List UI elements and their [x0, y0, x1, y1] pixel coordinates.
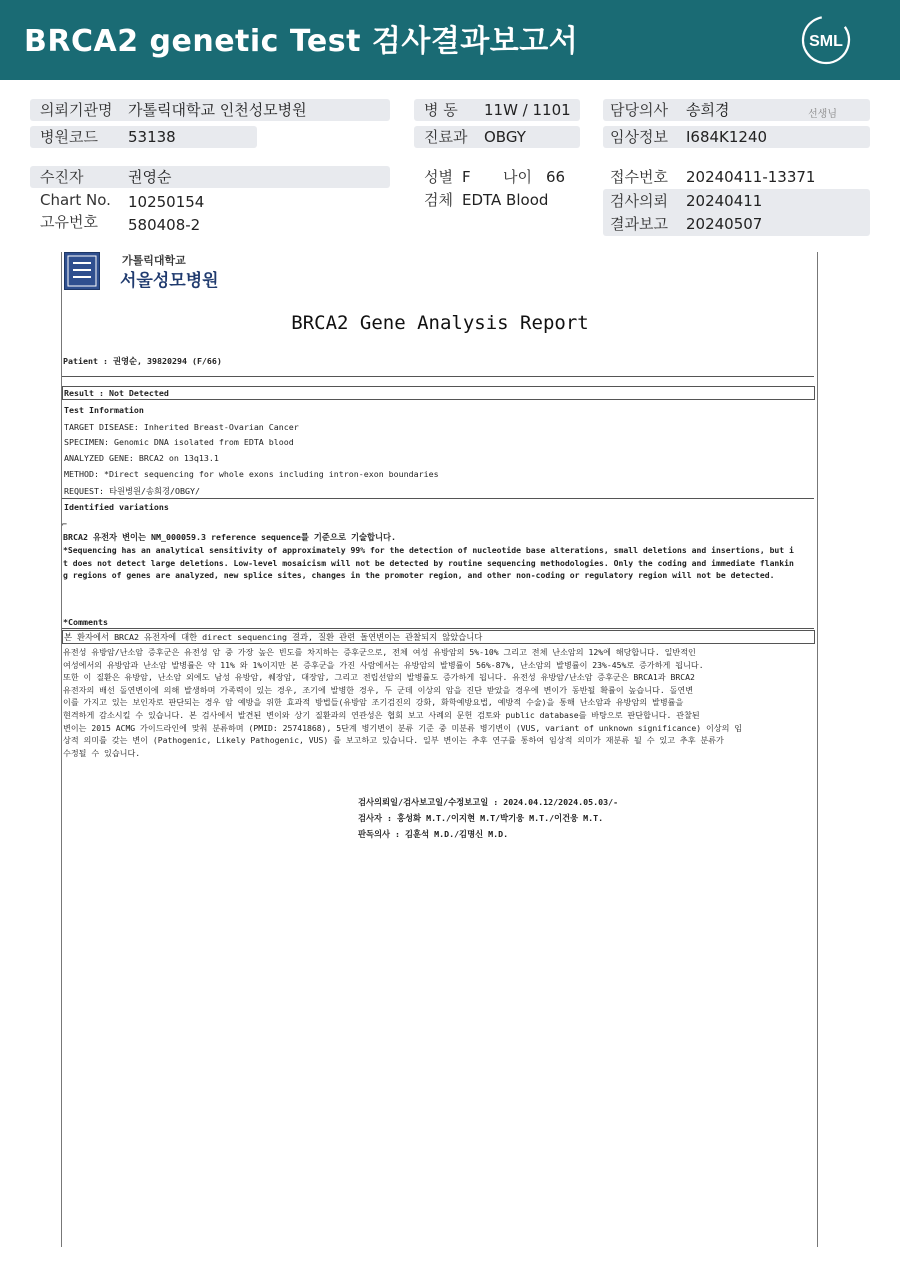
hospital-code-label: 병원코드: [40, 128, 98, 146]
request-date-label: 검사의뢰: [610, 192, 668, 210]
specimen-line: SPECIMEN: Genomic DNA isolated from EDTA blood: [64, 437, 294, 447]
comment-line: 상적 의미를 갖는 변이 (Pathogenic, Likely Pathogenic, VUS) 를 보고하고 있습니다. 일부 변이는 추후 연구를 통하여 임상적 의미가 재분류 될 수 있고 추후 분류가: [63, 735, 724, 746]
patient-label: 수진자: [40, 168, 84, 186]
requesting-org-value: 가톨릭대학교 인천성모병원: [128, 101, 307, 119]
comment-first-line: 본 환자에서 BRCA2 유전자에 대한 direct sequencing 결과, 질환 관련 돌연변이는 관찰되지 않았습니다: [64, 632, 483, 642]
sequencing-note-line: g regions of genes are analyzed, new splice sites, changes in the promoter region, and other non-coding or regulatory region will not be detected.: [63, 570, 775, 581]
receipt-label: 접수번호: [610, 168, 668, 186]
age-label: 나이: [503, 168, 532, 186]
page-title: BRCA2 genetic Test 검사결과보고서: [24, 24, 579, 59]
comment-line: 또한 이 질환은 유방암, 난소암 외에도 남성 유방암, 췌장암, 대장암, 그리고 전립선암의 발병률도 증가하게 됩니다. 유전성 유방암/난소암 증후군은 BRCA1과 BRCA2: [63, 672, 695, 683]
sml-logo: [800, 14, 852, 66]
sequencing-note-line: *Sequencing has an analytical sensitivity of approximately 99% for the detection of nucleotide base alterations, small deletions and insertions, but i: [63, 545, 794, 555]
ward-value: 11W / 1101: [484, 101, 571, 119]
sign-testers: 검사자 : 홍성화 M.T./이지현 M.T/박기웅 M.T./이건웅 M.T.: [358, 813, 604, 823]
sequencing-note-line: t does not detect large deletions. Low-level mosaicism will not be detected by routine sequencing methodologies. Only the coding and immediate flankin: [63, 557, 794, 568]
chart-label: Chart No.: [40, 191, 111, 209]
comment-line: 현격하게 감소시킬 수 있습니다. 본 검사에서 발견된 변이와 상기 질환과의 연관성은 협회 보고 사례의 문헌 검토와 public database를 바탕으로 판단합니다. 관찰된: [63, 709, 700, 720]
chart-value: 10250154: [128, 193, 205, 211]
hospital-code-value: 53138: [128, 128, 176, 146]
request-line: REQUEST: 타원병원/송희경/OBGY/: [64, 486, 201, 496]
specimen-label: 검체: [424, 191, 453, 209]
id-value: 580408-2: [128, 216, 201, 234]
comment-line: 이를 가지고 있는 보인자로 판단되는 경우 암 예방을 위한 효과적 방법들(유방암 조기검진의 강화, 화학예방요법, 예방적 수술)을 통해 난소암과 유방암의 발병률을: [63, 697, 684, 708]
request-date-value: 20240411: [686, 192, 763, 210]
comment-line: 여성에서의 유방암과 난소암 발병률은 약 11% 와 1%이지만 본 증후군을 가진 사람에서는 유방암의 발병률이 56%-87%, 난소암의 발병률이 23%-45%로 증가하게 됩니다.: [63, 659, 704, 670]
clinical-value: I684K1240: [686, 128, 768, 146]
header-banner: [0, 0, 900, 80]
doctor-value: 송희경: [686, 101, 730, 119]
specimen-value: EDTA Blood: [462, 191, 549, 209]
hospital-logo-icon: [64, 252, 100, 290]
reference-line: BRCA2 유전자 변이는 NM_000059.3 reference sequence를 기준으로 기술합니다.: [63, 532, 397, 542]
test-info-heading: Test Information: [64, 405, 144, 415]
comment-paragraph: [63, 646, 815, 759]
comment-line: 유전자의 배선 돌연변이에 의해 발생하며 가족력이 있는 경우, 조기에 발병한 경우, 두 군데 이상의 암을 진단 받았을 경우에 변이가 동반될 확률이 높습니다. 돌연변: [63, 684, 694, 695]
doctor-suffix: 선생님: [808, 109, 837, 120]
doctor-label: 담당의사: [610, 101, 668, 119]
report-right-border: [817, 252, 818, 1247]
sign-physicians: 판독의사 : 김훈석 M.D./김명신 M.D.: [358, 829, 509, 839]
info-bar-patient: [30, 166, 390, 188]
report-date-value: 20240507: [686, 215, 763, 233]
hospital-small-name: 가톨릭대학교: [122, 254, 186, 267]
age-value: 66: [546, 168, 566, 186]
dept-value: OBGY: [484, 128, 526, 146]
patient-value: 권영순: [128, 168, 172, 186]
clinical-label: 임상정보: [610, 128, 668, 146]
id-label: 고유번호: [40, 213, 98, 231]
sex-value: F: [462, 168, 471, 186]
sign-dates: 검사의뢰일/검사보고일/수정보고일 : 2024.04.12/2024.05.03/-: [358, 797, 619, 807]
result-box: [62, 386, 815, 400]
receipt-value: 20240411-13371: [686, 168, 816, 186]
identified-heading: Identified variations: [64, 502, 169, 512]
divider: [62, 376, 814, 377]
analyzed-gene: ANALYZED GENE: BRCA2 on 13q13.1: [64, 453, 219, 463]
dept-label: 진료과: [424, 128, 468, 146]
sequencing-note: [63, 544, 815, 582]
comments-heading: *Comments: [63, 617, 108, 627]
method-line: METHOD: *Direct sequencing for whole exons including intron-exon boundaries: [64, 469, 439, 479]
comment-line: 수정될 수 있습니다.: [63, 747, 141, 758]
comment-line: 변이는 2015 ACMG 가이드라인에 맞춰 분류하며 (PMID: 25741868), 5단계 병기변이 분류 기준 중 미분류 병기변이 (VUS, variant of unknown significance) 이상의 임: [63, 722, 743, 733]
hospital-name: 서울성모병원: [120, 271, 219, 291]
requesting-org-label: 의뢰기관명: [40, 101, 113, 119]
report-date-label: 결과보고: [610, 215, 668, 233]
patient-line: Patient : 권영순, 39820294 (F/66): [63, 356, 222, 366]
mark: ⌐: [62, 519, 67, 529]
report-left-border: [61, 252, 62, 1247]
ward-label: 병 동: [424, 101, 458, 119]
divider: [62, 498, 814, 499]
target-disease: TARGET DISEASE: Inherited Breast-Ovarian Cancer: [64, 422, 299, 432]
divider: [62, 628, 814, 629]
result-line: Result : Not Detected: [64, 388, 169, 398]
comment-line: 유전성 유방암/난소암 증후군은 유전성 암 중 가장 높은 빈도를 차지하는 증후군으로, 전체 여성 유방암의 5%-10% 그리고 전체 난소암의 12%에 해당합니다. 일반적인: [63, 647, 696, 657]
sml-logo-text: SML: [809, 33, 843, 50]
sex-label: 성별: [424, 168, 453, 186]
report-title: BRCA2 Gene Analysis Report: [291, 312, 589, 334]
